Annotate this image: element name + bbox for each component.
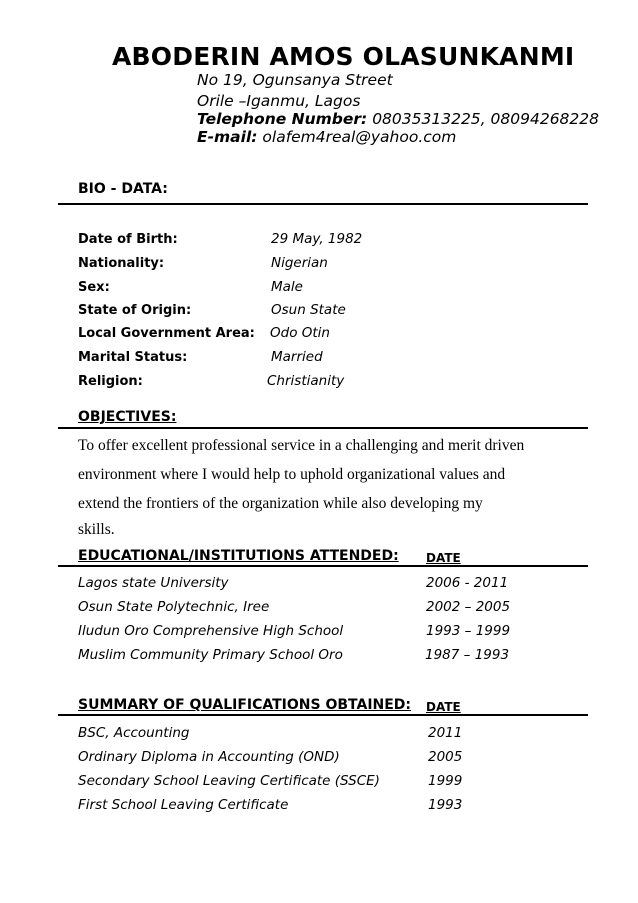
education-item: Iludun Oro Comprehensive High School (78, 623, 344, 639)
address-line-1: No 19, Ogunsanya Street (197, 71, 393, 89)
qualifications-heading: SUMMARY OF QUALIFICATIONS OBTAINED: (78, 697, 412, 713)
section-divider (58, 427, 588, 429)
bio-label: Religion: (78, 374, 143, 389)
education-date: 2002 – 2005 (426, 599, 511, 615)
qualification-date: 1999 (428, 773, 463, 789)
qualification-date: 1993 (428, 797, 463, 813)
education-date: 2006 - 2011 (426, 575, 509, 591)
qualification-item: Ordinary Diploma in Accounting (OND) (78, 749, 340, 765)
qualification-item: First School Leaving Certificate (78, 797, 289, 813)
education-date: 1987 – 1993 (425, 647, 510, 663)
section-divider (58, 714, 588, 716)
qualifications-date-heading: DATE (426, 700, 461, 714)
resume-name: ABODERIN AMOS OLASUNKANMI (112, 42, 575, 71)
qualification-date: 2011 (428, 725, 463, 741)
telephone-line (197, 110, 599, 128)
bio-value: Christianity (267, 373, 345, 389)
education-item: Osun State Polytechnic, Iree (78, 599, 270, 615)
objective-line: environment where I would help to uphold organizational values and (78, 466, 506, 483)
education-item: Muslim Community Primary School Oro (78, 647, 343, 663)
bio-label: Nationality: (78, 256, 165, 271)
bio-data-heading: BIO - DATA: (78, 181, 168, 197)
qualification-item: BSC, Accounting (78, 725, 190, 741)
education-date-heading: DATE (426, 551, 461, 565)
bio-value: Male (271, 279, 303, 295)
email-value[interactable]: olafem4real@yahoo.com (262, 128, 457, 146)
bio-label: Local Government Area: (78, 326, 255, 341)
objective-line: skills. (78, 521, 115, 538)
bio-value: Nigerian (271, 255, 328, 271)
email-line (197, 128, 456, 146)
section-divider (58, 203, 588, 205)
education-item: Lagos state University (78, 575, 229, 591)
address-line-2: Orile –Iganmu, Lagos (197, 92, 361, 110)
objectives-heading: OBJECTIVES: (78, 409, 177, 425)
qualification-date: 2005 (428, 749, 463, 765)
education-date: 1993 – 1999 (426, 623, 511, 639)
bio-value: 29 May, 1982 (271, 231, 363, 247)
telephone-value: 08035313225, 08094268228 (372, 110, 599, 128)
education-heading: EDUCATIONAL/INSTITUTIONS ATTENDED: (78, 548, 399, 564)
bio-value: Married (271, 349, 323, 365)
bio-value: Osun State (271, 302, 346, 318)
email-label: E-mail: (197, 128, 258, 146)
bio-label: Sex: (78, 280, 110, 295)
telephone-label: Telephone Number: (197, 110, 368, 128)
bio-label: State of Origin: (78, 303, 192, 318)
objective-line: To offer excellent professional service in a challenging and merit driven (78, 437, 525, 454)
bio-label: Date of Birth: (78, 232, 178, 247)
objective-line: extend the frontiers of the organization while also developing my (78, 495, 483, 512)
bio-value: Odo Otin (270, 325, 330, 341)
section-divider (58, 565, 588, 567)
bio-label: Marital Status: (78, 350, 188, 365)
qualification-item: Secondary School Leaving Certificate (SSCE) (78, 773, 380, 789)
